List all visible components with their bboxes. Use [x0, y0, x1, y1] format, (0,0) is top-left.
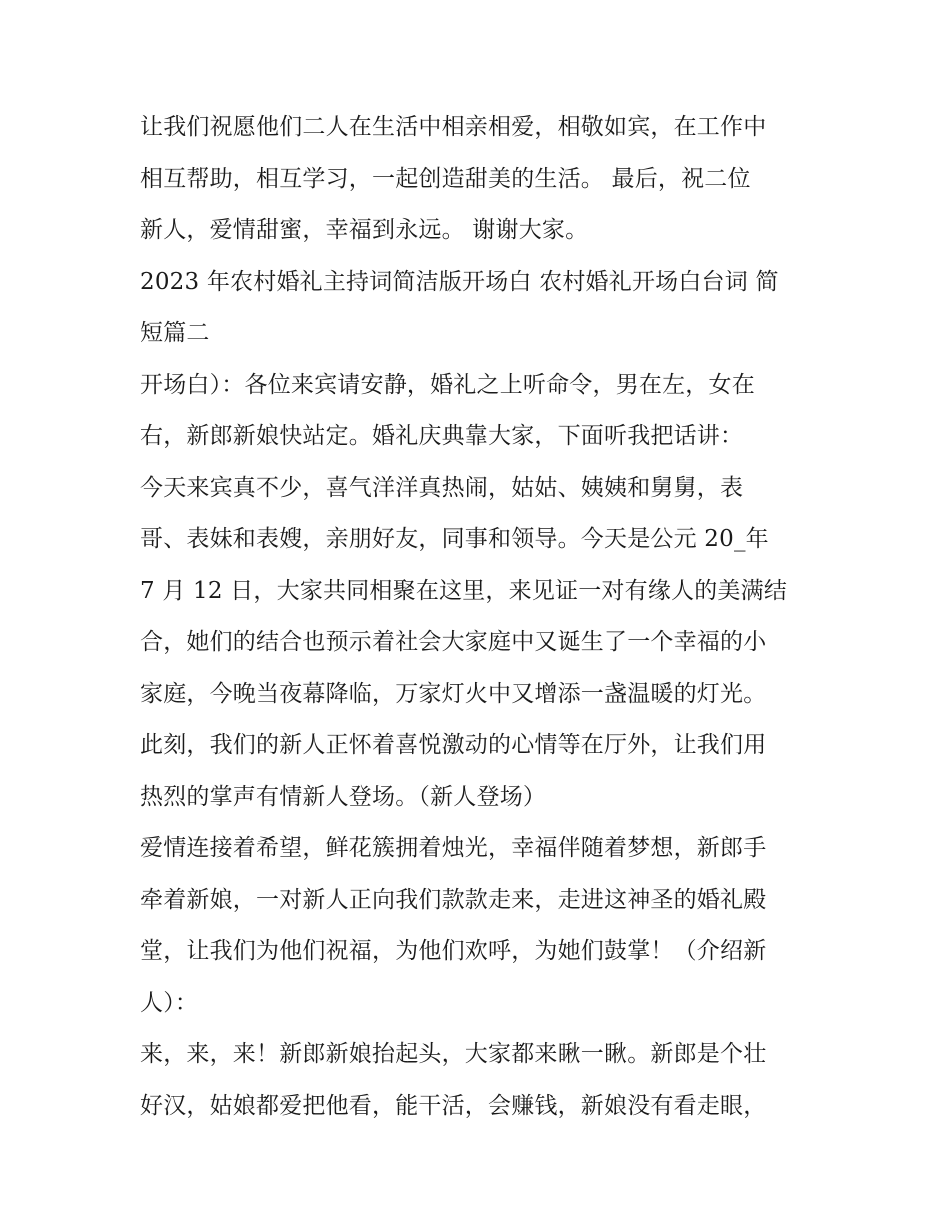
text-line: 开场白）：各位来宾请安静，婚礼之上听命令，男在左，女在 [140, 371, 755, 398]
text-line: 相互帮助，相互学习，一起创造甜美的生活。 最后，祝二位 [140, 165, 751, 192]
section-heading-line: 短篇二 [140, 320, 210, 346]
text-line: 人）： [140, 989, 199, 1016]
text-line: 堂，让我们为他们祝福，为他们欢呼，为她们鼓掌！（介绍新 [140, 938, 767, 964]
text-line: 让我们祝愿他们二人在生活中相亲相爱，相敬如宾，在工作中 [140, 114, 767, 140]
text-line: 7 月 12 日，大家共同相聚在这里，来见证一对有缘人的美满结 [140, 577, 788, 604]
text-line: 爱情连接着希望，鲜花簇拥着烛光，幸福伴随着梦想，新郎手 [140, 835, 767, 861]
text-line: 热烈的掌声有情新人登场。（新人登场） [140, 783, 547, 810]
text-line: 来，来，来！新郎新娘抬起头，大家都来瞅一瞅。新郎是个壮 [140, 1041, 767, 1067]
text-line: 合，她们的结合也预示着社会大家庭中又诞生了一个幸福的小 [140, 629, 767, 655]
document-body [140, 102, 820, 1132]
text-line: 牵着新娘，一对新人正向我们款款走来，走进这神圣的婚礼殿 [140, 886, 767, 913]
text-line: 好汉，姑娘都爱把他看，能干活，会赚钱，新娘没有看走眼， [140, 1092, 767, 1119]
text-line: 此刻，我们的新人正怀着喜悦激动的心情等在厅外，让我们用 [140, 732, 767, 758]
section-heading-line: 2023 年农村婚礼主持词简洁版开场白 农村婚礼开场白台词 简 [140, 268, 779, 295]
text-line: 家庭，今晚当夜幕降临，万家灯火中又增添一盏温暖的灯光。 [140, 680, 767, 707]
text-line: 右，新郎新娘快站定。婚礼庆典靠大家，下面听我把话讲： [140, 423, 744, 449]
text-line: 哥、表妹和表嫂，亲朋好友，同事和领导。今天是公元 20_年 [140, 526, 769, 552]
text-line: 新人，爱情甜蜜，幸福到永远。 谢谢大家。 [140, 217, 589, 243]
text-line: 今天来宾真不少，喜气洋洋真热闹，姑姑、姨姨和舅舅，表 [140, 474, 744, 501]
